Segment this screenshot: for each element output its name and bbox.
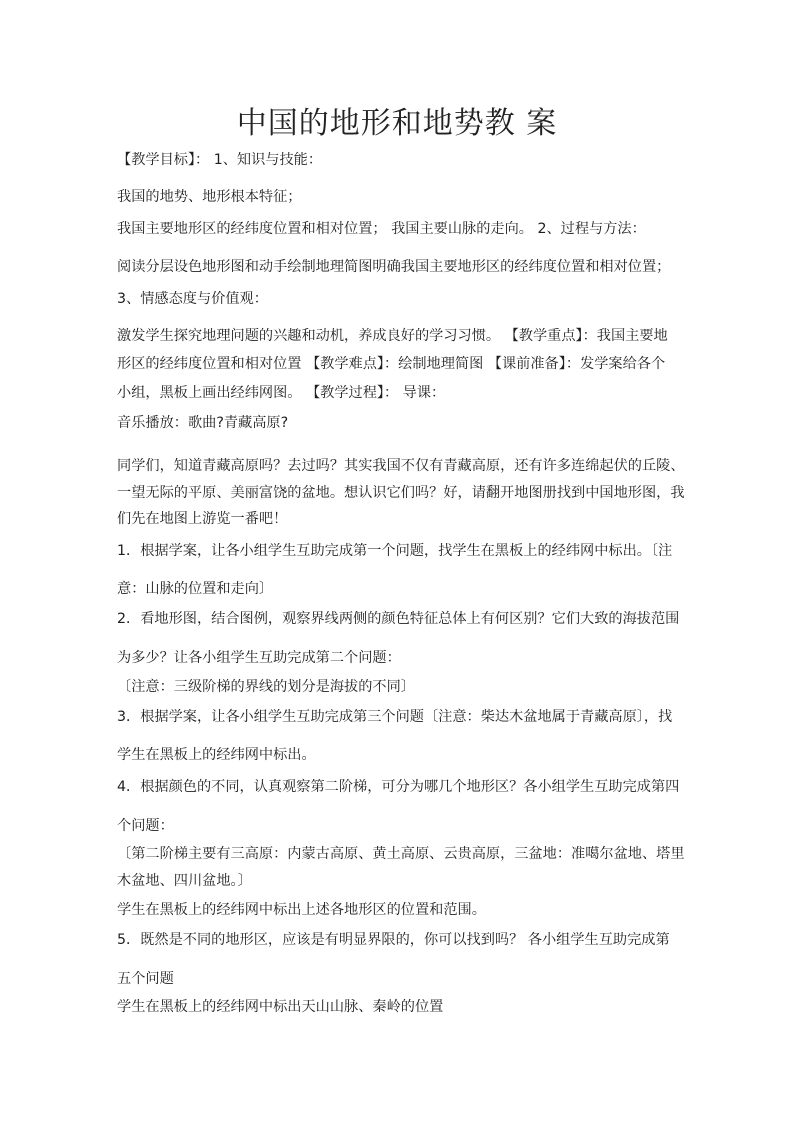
text-line: 音乐播放：歌曲?青藏高原? [117, 415, 289, 431]
text-line: 学生在黑板上的经纬网中标出天山山脉、秦岭的位置 [117, 999, 444, 1015]
text-line: 木盆地、四川盆地。〕 [117, 873, 252, 889]
text-line: 个问题： [117, 818, 174, 834]
text-line: 【教学目标】： 1、知识与技能： [117, 152, 323, 168]
text-line: 我国主要地形区的经纬度位置和相对位置； 我国主要山脉的走向。 2、过程与方法： [117, 221, 646, 237]
text-line: 为多少？让各小组学生互助完成第二个问题： [117, 650, 401, 666]
text-line: 学生在黑板上的经纬网中标出上述各地形区的位置和范围。 [117, 902, 486, 918]
text-line: 一望无际的平原、美丽富饶的盆地。想认识它们吗？好，请翻开地图册找到中国地形图，我 [117, 485, 685, 501]
document-title: 中国的地形和地势教 案 [236, 106, 558, 141]
text-line: 形区的经纬度位置和相对位置 【教学难点】：绘制地理简图 【课前准备】：发学案给各个 [117, 356, 666, 372]
text-line: 五个问题 [117, 971, 174, 987]
text-line: 意：山脉的位置和走向〕 [117, 581, 274, 597]
text-line: 小组，黑板上画出经纬网图。 【教学过程】： 导课： [117, 385, 446, 401]
text-line: 阅读分层设色地形图和动手绘制地理简图明确我国主要地形区的经纬度位置和相对位置； [117, 259, 671, 275]
text-line: 激发学生探究地理问题的兴趣和动机，养成良好的学习习惯。 【教学重点】：我国主要地 [117, 328, 668, 344]
text-line: 我国的地势、地形根本特征； [117, 189, 302, 205]
text-line: 同学们，知道青藏高原吗？去过吗？其实我国不仅有青藏高原，还有许多连绵起伏的丘陵、 [117, 458, 685, 474]
text-line: 3．根据学案，让各小组学生互助完成第三个问题〔注意：柴达木盆地属于青藏高原〕，找 [117, 709, 673, 725]
text-line: 2．看地形图，结合图例，观察界线两侧的颜色特征总体上有何区别？它们大致的海拔范围 [117, 611, 680, 627]
text-line: 5．既然是不同的地形区，应该是有明显界限的，你可以找到吗？ 各小组学生互助完成第 [117, 932, 670, 948]
text-line: 学生在黑板上的经纬网中标出。 [117, 747, 316, 763]
text-line: 1．根据学案，让各小组学生互助完成第一个问题，找学生在黑板上的经纬网中标出。〔注 [117, 543, 673, 559]
text-line: 3、情感态度与价值观： [117, 291, 268, 307]
text-line: 4．根据颜色的不同，认真观察第二阶梯，可分为哪几个地形区？各小组学生互助完成第四 [117, 779, 680, 795]
text-line: 〔第二阶梯主要有三高原：内蒙古高原、黄土高原、云贵高原，三盆地：准噶尔盆地、塔里 [117, 846, 685, 862]
text-line: 们先在地图上游览一番吧！ [117, 511, 288, 527]
text-line: 〔注意：三级阶梯的界线的划分是海拔的不同〕 [117, 679, 415, 695]
